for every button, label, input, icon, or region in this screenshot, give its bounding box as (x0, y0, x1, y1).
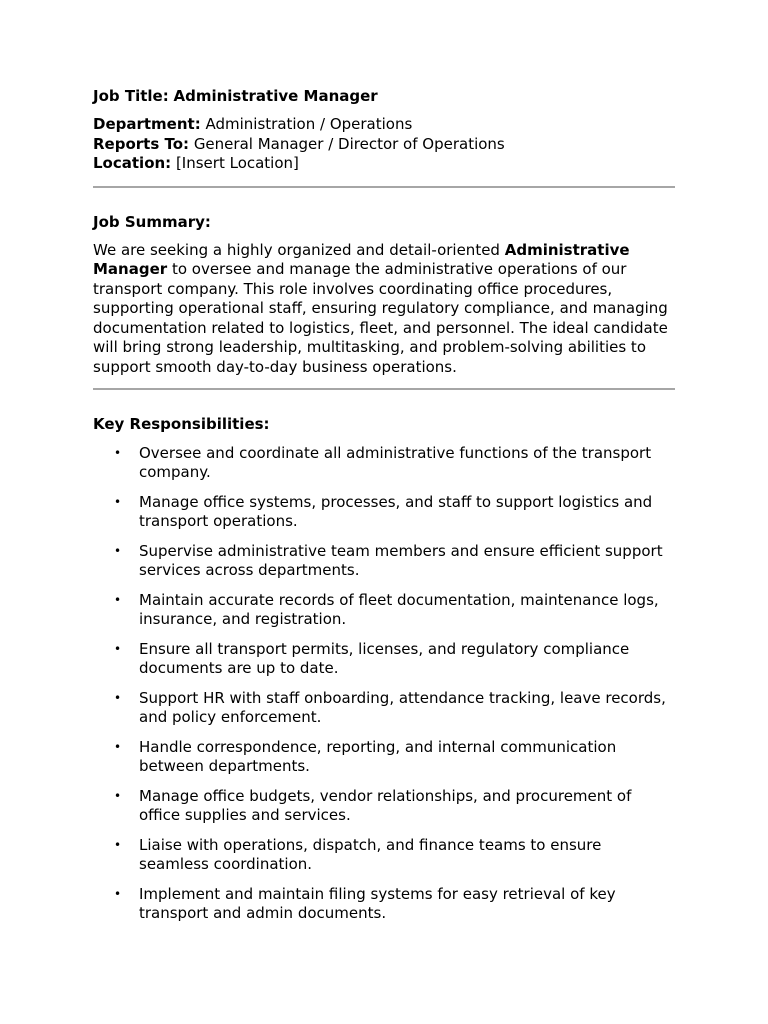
department-label: Department: (93, 115, 201, 133)
location-label: Location: (93, 154, 172, 172)
list-item (93, 542, 675, 581)
list-item-text: Manage office systems, processes, and staff to support logistics and transport operations. (139, 492, 653, 531)
list-item (93, 689, 675, 728)
list-item (93, 836, 675, 875)
department-value: Administration / Operations (205, 115, 413, 133)
responsibilities-list (93, 444, 675, 924)
divider (93, 186, 675, 188)
bullet-icon: • (114, 788, 122, 803)
list-item-text: Maintain accurate records of fleet documentation, maintenance logs, insurance, and registration. (139, 590, 659, 629)
list-item-text: Ensure all transport permits, licenses, and regulatory compliance documents are up to date. (139, 639, 630, 678)
bullet-icon: • (114, 494, 122, 509)
list-item (93, 787, 675, 826)
bullet-icon: • (114, 837, 122, 852)
list-item (93, 493, 675, 532)
summary-text-rest: to oversee and manage the administrative operations of our transport company. This role involves coordinating office procedures, supporting operational staff, ensuring regulatory compliance, and managing documentation related to logistics, fleet, and personnel. The ideal candidate will bring strong leadership, multitasking, and problem-solving abilities to support smooth day-to-day business operations. (93, 260, 668, 377)
bullet-icon: • (114, 592, 122, 607)
reports-to-value: General Manager / Director of Operations (193, 134, 505, 153)
reports-to-line (93, 135, 675, 155)
list-item-text: Manage office budgets, vendor relationships, and procurement of office supplies and services. (139, 786, 632, 825)
list-item (93, 640, 675, 679)
department-line (93, 115, 675, 135)
job-description (93, 86, 675, 934)
list-item-text: Support HR with staff onboarding, attendance tracking, leave records, and policy enforcement. (139, 688, 666, 727)
job-summary-heading: Job Summary: (93, 212, 211, 231)
job-title (93, 86, 675, 106)
summary-role-name: Administrative Manager (93, 240, 630, 279)
list-item (93, 738, 675, 777)
list-item (93, 444, 675, 483)
list-item (93, 591, 675, 630)
list-item-text: Oversee and coordinate all administrative functions of the transport company. (139, 443, 652, 482)
list-item-text: Handle correspondence, reporting, and internal communication between departments. (139, 737, 617, 776)
list-item-text: Implement and maintain filing systems for easy retrieval of key transport and admin documents. (139, 884, 616, 923)
list-item (93, 885, 675, 924)
job-title-label: Job Title: (93, 87, 169, 105)
reports-to-label: Reports To: (93, 134, 190, 153)
job-summary-text (93, 241, 675, 378)
list-item-text: Liaise with operations, dispatch, and finance teams to ensure seamless coordination. (139, 835, 602, 874)
bullet-icon: • (114, 445, 122, 460)
key-responsibilities-heading: Key Responsibilities: (93, 414, 270, 433)
job-title-value: Administrative Manager (173, 87, 378, 105)
divider (93, 388, 675, 390)
bullet-icon: • (114, 543, 122, 558)
bullet-icon: • (114, 739, 122, 754)
location-value: [Insert Location] (175, 154, 299, 172)
bullet-icon: • (114, 641, 122, 656)
list-item-text: Supervise administrative team members and ensure efficient support services across departments. (139, 541, 663, 580)
summary-text-start: We are seeking a highly organized and detail-oriented (93, 240, 505, 259)
bullet-icon: • (114, 690, 122, 705)
bullet-icon: • (114, 886, 122, 901)
location-line (93, 154, 675, 174)
